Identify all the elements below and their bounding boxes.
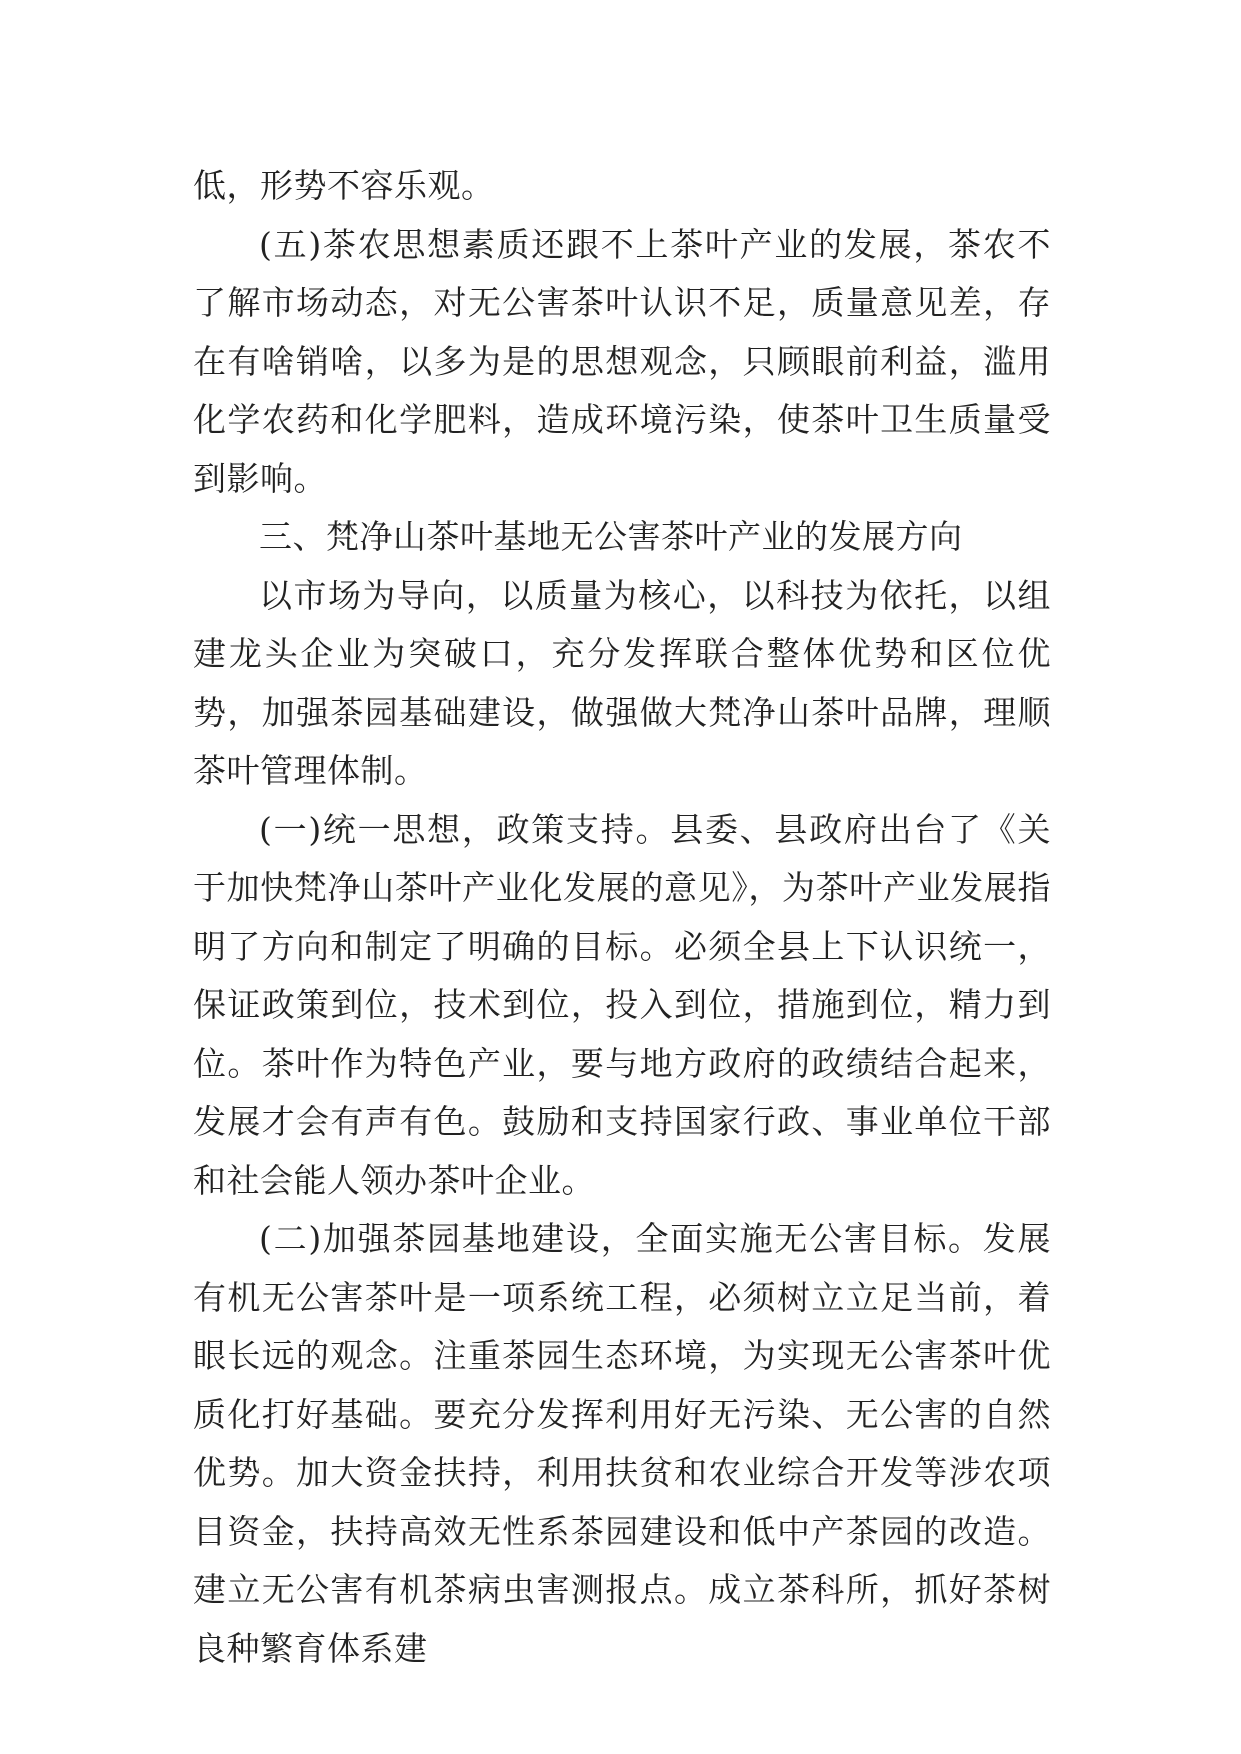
document-body	[193, 157, 1051, 1678]
paragraph-item-five: (五)茶农思想素质还跟不上茶叶产业的发展，茶农不了解市场动态，对无公害茶叶认识不足，质量意见差，存在有啥销啥，以多为是的思想观念，只顾眼前利益，滥用化学农药和化学肥料，造成环境污染，使茶叶卫生质量受到影响。	[193, 224, 1051, 498]
paragraph-direction-summary: 以市场为导向，以质量为核心，以科技为依托，以组建龙头企业为突破口，充分发挥联合整体优势和区位优势，加强茶园基础建设，做强做大梵净山茶叶品牌，理顺茶叶管理体制。	[193, 575, 1051, 790]
paragraph-item-one: (一)统一思想，政策支持。县委、县政府出台了《关于加快梵净山茶叶产业化发展的意见》，为茶叶产业发展指明了方向和制定了明确的目标。必须全县上下认识统一，保证政策到位，技术到位，投入到位，措施到位，精力到位。茶叶作为特色产业，要与地方政府的政绩结合起来，发展才会有声有色。鼓励和支持国家行政、事业单位干部和社会能人领办茶叶企业。	[193, 809, 1051, 1200]
paragraph-item-two: (二)加强茶园基地建设，全面实施无公害目标。发展有机无公害茶叶是一项系统工程，必须树立立足当前，着眼长远的观念。注重茶园生态环境，为实现无公害茶叶优质化打好基础。要充分发挥利用好无污染、无公害的自然优势。加大资金扶持，利用扶贫和农业综合开发等涉农项目资金，扶持高效无性系茶园建设和低中产茶园的改造。建立无公害有机茶病虫害测报点。成立茶科所，抓好茶树良种繁育体系建	[193, 1219, 1051, 1668]
section-heading-three: 三、梵净山茶叶基地无公害茶叶产业的发展方向	[259, 517, 963, 556]
paragraph-continuation: 低，形势不容乐观。	[193, 166, 495, 205]
